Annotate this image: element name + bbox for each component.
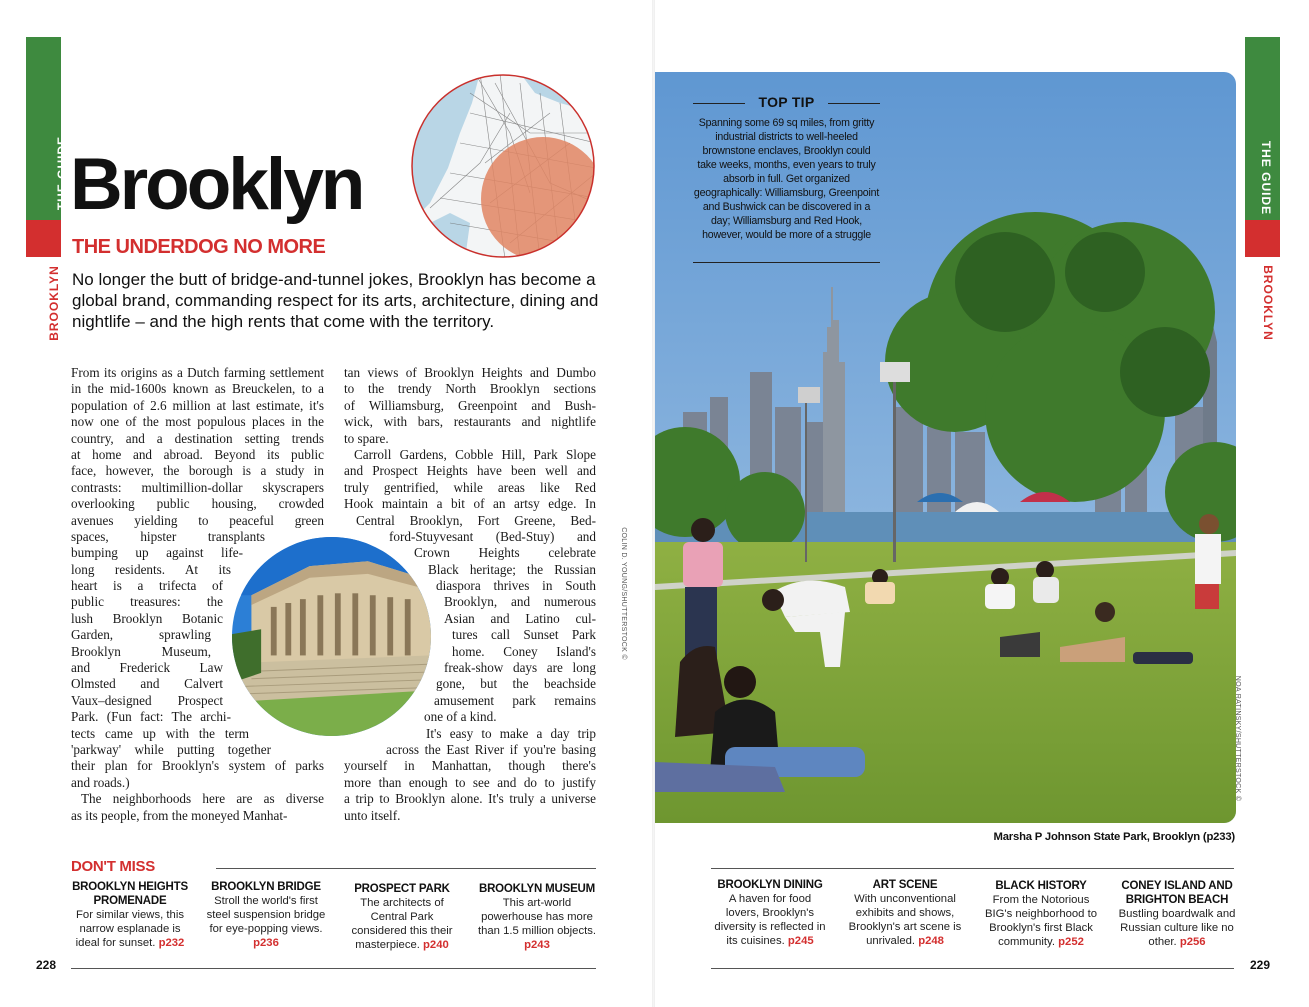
dont-miss-desc: For similar views, this narrow esplanade is ideal for sunset. p232	[75, 909, 185, 949]
body-text-line: heart is a trifecta of	[71, 578, 223, 594]
body-text-line: From its origins as a Dutch farming settlement	[71, 365, 324, 380]
dont-miss-item-4[interactable]	[477, 882, 597, 952]
dont-miss-heading: DON'T MISS	[71, 858, 155, 875]
body-text-line: Carroll Gardens, Cobble Hill, Park Slope	[354, 446, 596, 462]
body-text-line: tects came up with the term	[71, 725, 249, 741]
top-tip-body: Spanning some 69 sq miles, from gritty industrial districts to well-heeled brownstone enclaves, Brooklyn could take weeks, months, even years to truly absorb in full. Get organized geographically: Williamsburg, Greenpoint and Bushwick can be discovered in a day; Williamsburg and Red Hook, however, would be more of a struggle	[693, 117, 880, 241]
body-text-line: overlooking public housing, crowded	[71, 496, 324, 512]
dont-miss-desc: The architects of Central Park considered this their masterpiece. p240	[351, 897, 453, 951]
body-text-line: tan views of Brooklyn Heights and Dumbo	[344, 365, 596, 380]
body-text-line: It's easy to make a day trip	[426, 725, 596, 741]
tip-rule-right	[828, 103, 880, 104]
body-text-line: ford-Stuyvesant (Bed-Stuy) and	[389, 528, 596, 544]
section-label-right: BROOKLYN	[1260, 265, 1275, 341]
tip-rule-left	[693, 103, 745, 104]
park-photo-credit: NOA RATINSKY/SHUTTERSTOCK ©	[1234, 675, 1242, 802]
body-text-line: public treasures: the	[71, 594, 223, 610]
body-text-line: Brooklyn, and numerous	[444, 594, 596, 610]
dont-miss-rule-top-right	[711, 868, 1234, 869]
red-tab-left	[26, 220, 61, 257]
body-text-line: Hook maintain a bit of an artsy edge. In	[344, 496, 596, 512]
body-text-line: yourself in Manhattan, though there's	[344, 758, 596, 774]
dont-miss-title: BROOKLYN DINING	[717, 879, 823, 891]
dont-miss-title: BROOKLYN BRIDGE	[211, 881, 321, 893]
intro-paragraph: No longer the butt of bridge-and-tunnel jokes, Brooklyn has become a global brand, commanding respect for its arts, architecture, dining and nightlife – and the high rents that come with the territory.	[72, 270, 599, 331]
page-title: Brooklyn	[70, 144, 363, 225]
body-text-line: of Williamsburg, Greenpoint and Bush-	[344, 397, 596, 413]
dont-miss-desc: With unconventional exhibits and shows, Brooklyn's art scene is unrivaled. p248	[848, 893, 962, 947]
body-text-line: a trip to Brooklyn alone. It's truly a universe	[344, 791, 596, 807]
body-text-line: Central Brooklyn, Fort Greene, Bed-	[356, 512, 596, 528]
body-text-line: Park. (Fun fact: The archi-	[71, 709, 231, 725]
photo-caption: Marsha P Johnson State Park, Brooklyn (p233)	[993, 831, 1235, 843]
body-text-line: and Prospect Heights have been well and	[344, 463, 596, 479]
page-ref-link[interactable]: p248	[918, 935, 944, 947]
body-text-line: to the trendy North Brooklyn sections	[344, 381, 596, 397]
body-text-line: truly gentrified, while areas like Red	[344, 479, 596, 495]
body-text-line: to spare.	[344, 430, 389, 446]
dont-miss-desc: Bustling boardwalk and Russian culture like no other. p256	[1118, 908, 1236, 948]
body-text-line: spaces, hipster transplants	[71, 528, 265, 544]
dont-miss-desc: From the Notorious BIG's neighborhood to Brooklyn's first Black community. p252	[984, 894, 1098, 948]
body-text-line: freak-show days are long	[444, 660, 596, 676]
body-text-line: The neighborhoods here are as diverse	[81, 791, 324, 807]
top-tip-heading: TOP TIP	[758, 94, 815, 110]
page-ref-link[interactable]: p236	[253, 937, 279, 949]
red-tab-right	[1245, 220, 1280, 257]
body-text-line: diaspora thrives in South	[436, 578, 596, 594]
dont-miss-title: PROSPECT PARK	[354, 883, 450, 895]
body-text-line: at home and abroad. Beyond its public	[71, 446, 324, 462]
page-ref-link[interactable]: p240	[423, 939, 449, 951]
body-text-line: bumping up against life-	[71, 545, 243, 561]
body-text-line: population of 2.6 million at last estimate, it's	[71, 397, 324, 413]
dont-miss-rule-bottom-left	[71, 968, 596, 969]
dont-miss-title: ART SCENE	[872, 879, 938, 891]
brooklyn-map-circle	[410, 73, 596, 259]
body-text-line: gone, but the beachside	[436, 676, 596, 692]
dont-miss-item-3[interactable]	[346, 882, 458, 952]
dont-miss-item-2[interactable]	[205, 880, 327, 950]
page-ref-link[interactable]: p232	[158, 937, 185, 949]
body-text-line: amusement park remains	[434, 692, 596, 708]
dont-miss-title: BROOKLYN HEIGHTS PROMENADE	[72, 881, 188, 907]
body-text-line: long residents. At its	[71, 561, 231, 577]
page-ref-link[interactable]: p245	[787, 935, 814, 947]
page-number-left: 228	[36, 958, 57, 972]
body-text-line: contrasts: multimillion-dollar skyscrapers	[71, 479, 324, 495]
body-text-line: lush Brooklyn Botanic	[71, 610, 223, 626]
body-text-line: more than enough to see and do to justify	[344, 774, 596, 790]
dont-miss-item-1[interactable]	[71, 880, 189, 950]
dont-miss-item-6[interactable]	[845, 878, 965, 948]
brooklyn-museum-photo	[229, 534, 434, 739]
dont-miss-desc: A haven for food lovers, Brooklyn's diversity is reflected in its cuisines. p245	[714, 893, 826, 947]
guide-tab-label-right: THE GUIDE	[1259, 140, 1274, 216]
body-text-line: now one of the most populous places in the	[71, 414, 324, 430]
body-text-line: unto itself.	[344, 807, 401, 823]
body-text-line: Crown Heights celebrate	[414, 545, 596, 561]
body-text-line: and Frederick Law	[71, 660, 223, 676]
page-number-right: 229	[1250, 958, 1271, 972]
dont-miss-title: CONEY ISLAND AND BRIGHTON BEACH	[1121, 880, 1233, 906]
body-text-line: face, however, the borough is a study in	[71, 463, 324, 479]
page-subtitle: THE UNDERDOG NO MORE	[72, 236, 326, 258]
body-text-line: home. Coney Island's	[452, 643, 596, 659]
dont-miss-item-7[interactable]	[983, 879, 1099, 949]
body-text-line: one of a kind.	[424, 709, 497, 725]
dont-miss-item-5[interactable]	[711, 878, 829, 948]
page-ref-link[interactable]: p252	[1058, 936, 1084, 948]
body-text-line: as its people, from the moneyed Manhat-	[71, 807, 288, 823]
body-text-line: Black heritage; the Russian	[428, 561, 596, 577]
section-label-left: BROOKLYN	[46, 265, 61, 341]
body-text-line: Garden, sprawling	[71, 627, 211, 643]
body-text-line: Asian and Latino cul-	[444, 610, 596, 626]
dont-miss-title: BROOKLYN MUSEUM	[478, 883, 596, 895]
dont-miss-title: BLACK HISTORY	[995, 880, 1087, 892]
museum-photo-credit: COLIN D. YOUNG/SHUTTERSTOCK ©	[619, 527, 627, 660]
body-text-line: wick, with bars, restaurants and nightlife	[344, 414, 596, 430]
guide-tab-label-left: THE GUIDE	[55, 135, 70, 211]
body-text-line: and roads.)	[71, 774, 130, 790]
body-text-line: avenues yielding to peaceful green	[71, 512, 324, 528]
top-tip-box	[693, 94, 880, 242]
body-text-line: country, and a destination setting trends	[71, 430, 324, 446]
body-text-line: Olmsted and Calvert	[71, 676, 223, 692]
dont-miss-rule-bottom-right	[711, 968, 1234, 969]
dont-miss-desc: This art-world powerhouse has more than 1.5 million objects. p243	[477, 897, 597, 951]
body-text-line: Brooklyn Museum,	[71, 643, 211, 659]
body-text-line: Vaux–designed Prospect	[71, 692, 223, 708]
page-ref-link[interactable]: p243	[524, 939, 550, 951]
body-text-line: 'parkway' while putting together	[71, 741, 271, 757]
dont-miss-rule-top-left	[216, 868, 596, 869]
dont-miss-item-8[interactable]	[1118, 879, 1236, 949]
page-ref-link[interactable]: p256	[1179, 936, 1206, 948]
body-text-line: in the mid-1600s known as Breuckelen, to a	[71, 381, 324, 397]
dont-miss-desc: Stroll the world's first steel suspension bridge for eye-popping views. p236	[206, 895, 326, 949]
body-text-line: their plan for Brooklyn's system of parks	[71, 758, 324, 774]
tip-rule-bottom	[693, 262, 880, 263]
body-text-line: tures call Sunset Park	[452, 627, 596, 643]
body-text-line: across the East River if you're basing	[386, 741, 596, 757]
